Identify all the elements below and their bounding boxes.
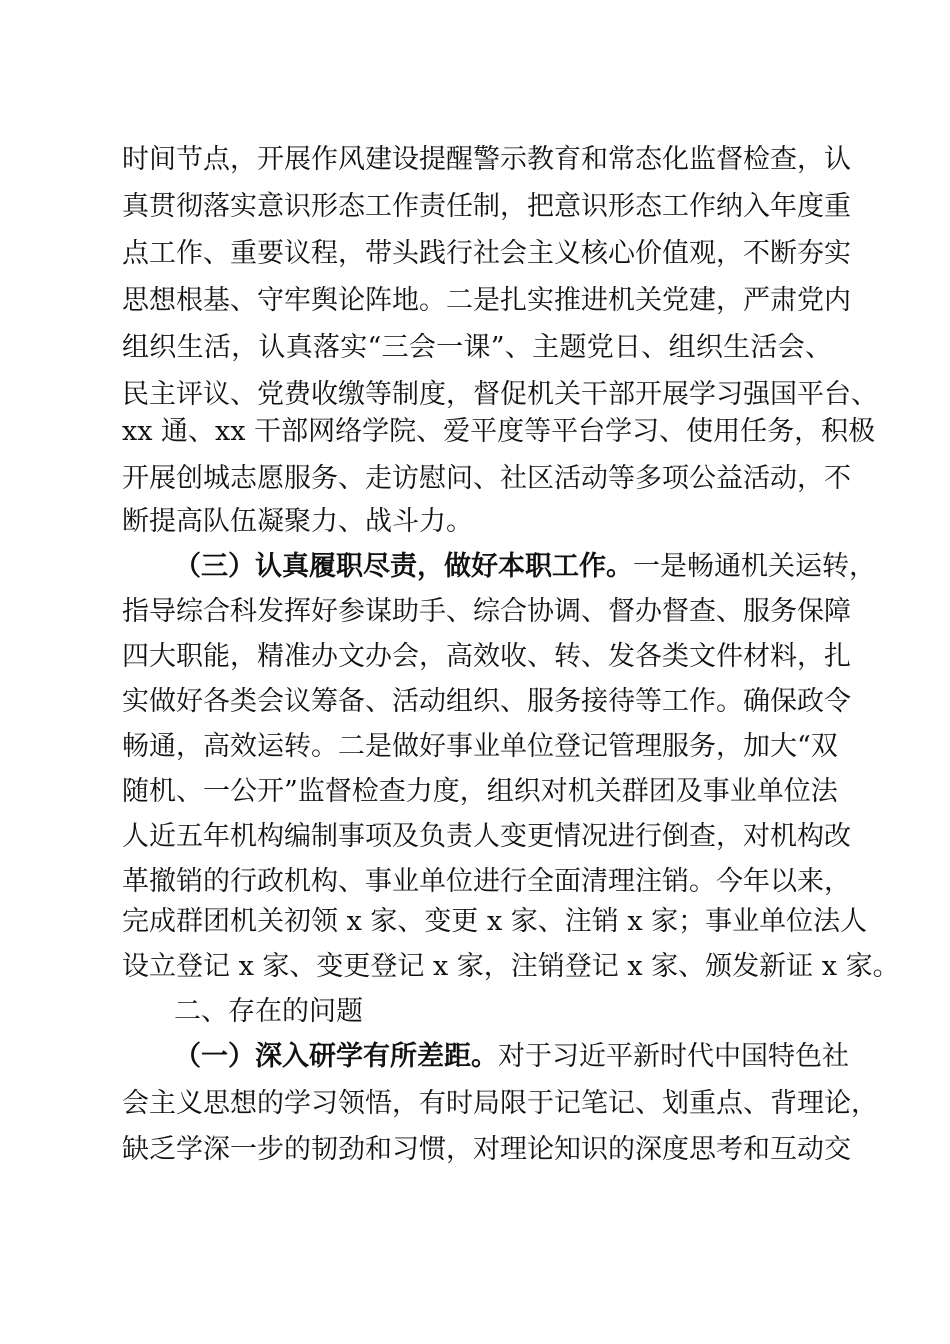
para2-line: 畅通，高效运转。二是做好事业单位登记管理服务，加大“双 xyxy=(122,731,838,762)
para2-line: 人近五年机构编制事项及负责人变更情况进行倒查，对机构改 xyxy=(122,821,851,852)
para3-line: 缺乏学深一步的韧劲和习惯，对理论知识的深度思考和互动交 xyxy=(122,1134,851,1165)
para1-line: 民主评议、党费收缴等制度，督促机关干部开展学习强国平台、 xyxy=(122,379,878,410)
para1-line: xx 通、xx 干部网络学院、爱平度等平台学习、使用任务，积极 xyxy=(122,416,876,447)
para1-line: 时间节点，开展作风建设提醒警示教育和常态化监督检查，认 xyxy=(122,144,851,175)
para2-line: 随机、一公开”监督检查力度，组织对机关群团及事业单位法 xyxy=(122,776,838,807)
para1-line: 组织生活，认真落实“三会一课”、主题党日、组织生活会、 xyxy=(122,332,832,363)
section-heading: 二、存在的问题 xyxy=(174,996,363,1027)
para1-line: 真贯彻落实意识形态工作责任制，把意识形态工作纳入年度重 xyxy=(122,191,851,222)
para3-line: 会主义思想的学习领悟，有时局限于记笔记、划重点、背理论， xyxy=(122,1088,878,1119)
para3-lead: （一）深入研学有所差距。 xyxy=(174,1041,498,1072)
para2-line: 实做好各类会议筹备、活动组织、服务接待等工作。确保政令 xyxy=(122,686,851,717)
para2-line: 革撤销的行政机构、事业单位进行全面清理注销。今年以来， xyxy=(122,866,851,897)
para2-first-line xyxy=(174,545,876,589)
para2-line: 设立登记 x 家、变更登记 x 家，注销登记 x 家、颁发新证 x 家。 xyxy=(122,951,900,982)
para3-line1-rest: 对于习近平新时代中国特色社 xyxy=(498,1041,849,1072)
para3-first-line xyxy=(174,1035,849,1079)
para2-line: 指导综合科发挥好参谋助手、综合协调、督办督查、服务保障 xyxy=(122,596,851,627)
para2-line: 完成群团机关初领 x 家、变更 x 家、注销 x 家；事业单位法人 xyxy=(122,906,868,937)
para1-line: 点工作、重要议程，带头践行社会主义核心价值观，不断夯实 xyxy=(122,238,851,269)
para2-line: 四大职能，精准办文办会，高效收、转、发各类文件材料，扎 xyxy=(122,641,851,672)
para1-line: 思想根基、守牢舆论阵地。二是扎实推进机关党建，严肃党内 xyxy=(122,285,851,316)
para2-line1-rest: 一是畅通机关运转， xyxy=(633,551,876,582)
para2-lead: （三）认真履职尽责，做好本职工作。 xyxy=(174,551,633,582)
para1-line: 断提高队伍凝聚力、战斗力。 xyxy=(122,506,473,537)
para1-line: 开展创城志愿服务、走访慰问、社区活动等多项公益活动，不 xyxy=(122,463,851,494)
